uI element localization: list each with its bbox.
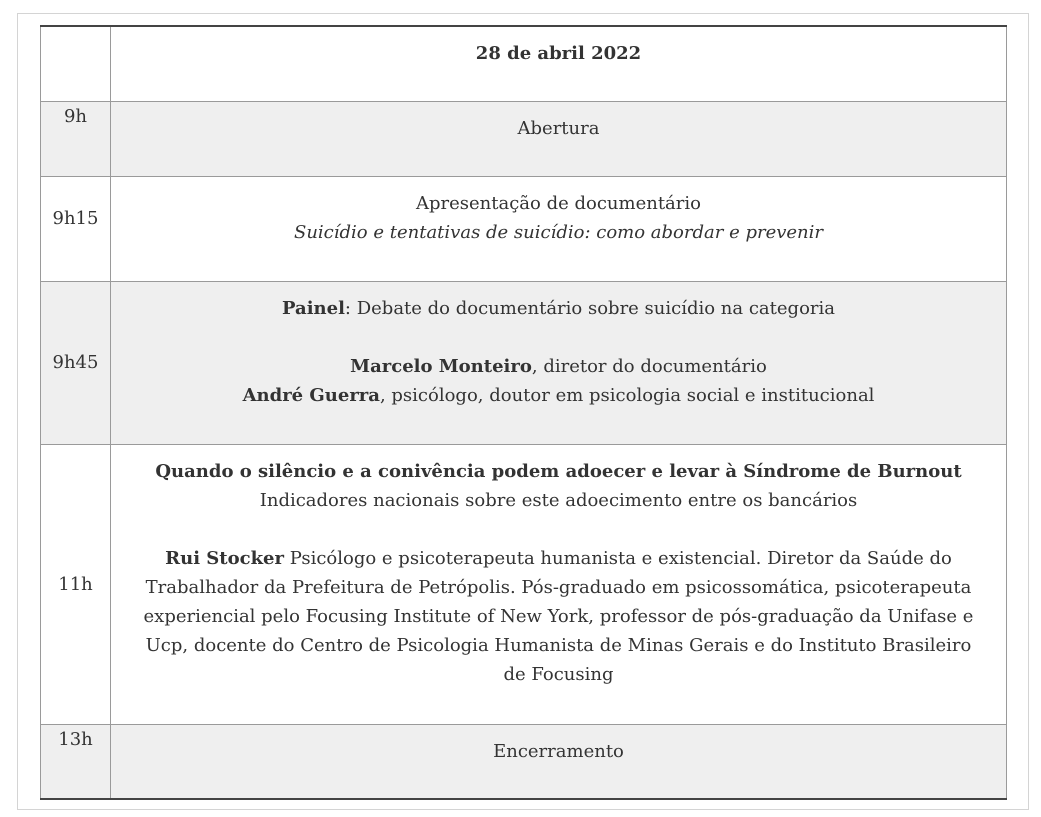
table-row — [41, 176, 1007, 281]
speaker-name: André Guerra — [242, 384, 380, 406]
date-header-cell — [111, 26, 1007, 101]
talk-subtitle: Indicadores nacionais sobre este adoecimento entre os bancários — [259, 489, 858, 511]
time-header-cell — [41, 26, 111, 101]
event-cell — [111, 281, 1007, 444]
spacer — [119, 323, 998, 352]
speaker-name: Marcelo Monteiro — [350, 355, 532, 377]
panel-label: Painel — [281, 297, 345, 319]
event-title: Abertura — [517, 117, 600, 139]
bio-text: Ucp, docente do Centro de Psicologia Humanista de Minas Gerais e do Instituto Brasileiro — [145, 634, 972, 656]
event-title: Encerramento — [493, 740, 624, 762]
speaker-line — [119, 352, 998, 381]
speaker-bio-line — [119, 544, 998, 573]
documentary-title: Suicídio e tentativas de suicídio: como abordar e prevenir — [294, 221, 823, 243]
panel-line — [119, 294, 998, 323]
bio-text: experiencial pelo Focusing Institute of New York, professor de pós-graduação da Unifase e — [143, 605, 974, 627]
time-cell: 11h — [41, 444, 111, 724]
speaker-name: Rui Stocker — [165, 547, 284, 569]
table-row — [41, 444, 1007, 724]
time-cell: 9h15 — [41, 176, 111, 281]
talk-title: Quando o silêncio e a conivência podem adoecer e levar à Síndrome de Burnout — [155, 460, 962, 482]
speaker-role: , psicólogo, doutor em psicologia social e institucional — [379, 384, 875, 406]
bio-text: de Focusing — [503, 663, 614, 685]
panel-text: : Debate do documentário sobre suicídio na categoria — [344, 297, 835, 319]
table-row — [41, 281, 1007, 444]
time-cell: 13h — [41, 724, 111, 799]
table-row — [41, 101, 1007, 176]
speaker-role: , diretor do documentário — [531, 355, 767, 377]
schedule-table — [40, 25, 1007, 800]
spacer — [119, 515, 998, 544]
table-header-row — [41, 26, 1007, 101]
bio-text: Trabalhador da Prefeitura de Petrópolis. Pós-graduado em psicossomática, psicoterapeuta — [145, 576, 972, 598]
time-cell: 9h45 — [41, 281, 111, 444]
date-header: 28 de abril 2022 — [475, 43, 642, 64]
time-cell: 9h — [41, 101, 111, 176]
event-cell — [111, 101, 1007, 176]
event-title: Apresentação de documentário — [415, 192, 701, 214]
bio-text: Psicólogo e psicoterapeuta humanista e existencial. Diretor da Saúde do — [284, 547, 952, 569]
table-row — [41, 724, 1007, 799]
event-cell — [111, 176, 1007, 281]
event-cell — [111, 444, 1007, 724]
speaker-line — [119, 381, 998, 410]
event-cell — [111, 724, 1007, 799]
